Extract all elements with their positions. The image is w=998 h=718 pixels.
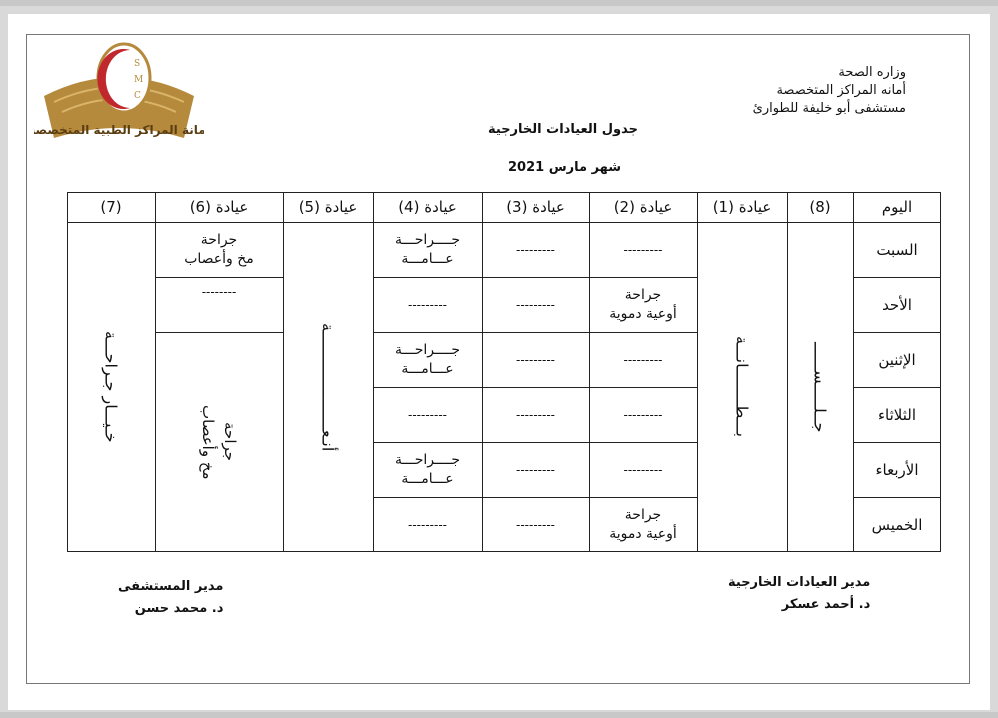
clinic-4-wednesday-line-2: عـــامـــة: [401, 470, 454, 487]
day-sunday: الأحد: [882, 295, 912, 314]
clinic-4-thursday: ---------: [408, 517, 447, 532]
ministry-line-2: أمانه المراكز المتخصصة: [776, 83, 906, 98]
clinic-2-thursday-line-1: جراحة: [624, 506, 662, 523]
clinic-6-vertical-line-1: جراحة: [221, 422, 239, 462]
clinic-4-saturday-line-2: عـــامـــة: [401, 250, 454, 267]
header-col-7: (7): [100, 198, 122, 216]
clinic-4-saturday: [373, 222, 482, 277]
hospital-director-name: د. محمد حسن: [134, 601, 224, 616]
clinic-4-monday-line-1: جــــراحـــة: [394, 341, 461, 358]
col-8-merged: [787, 222, 853, 552]
header-clinic-2: عيادة (2): [613, 198, 673, 216]
col-8-vertical-text: جــلـــــســــــ: [810, 341, 830, 433]
clinic-4-monday: [373, 332, 482, 387]
clinics-director-title: مدير العيادات الخارجية: [728, 575, 871, 590]
document-page: [8, 14, 990, 710]
col-7-merged: [67, 222, 155, 552]
header-clinic-1: عيادة (1): [712, 198, 772, 216]
clinic-4-wednesday-line-1: جــــراحـــة: [394, 451, 461, 468]
header-clinic-3: عيادة (3): [506, 198, 565, 216]
clinic-3-monday: ---------: [516, 352, 555, 367]
day-tuesday: الثلاثاء: [878, 405, 917, 424]
ministry-line-3: مستشفى أبو خليفة للطوارئ: [752, 101, 906, 116]
hospital-logo: [34, 38, 204, 158]
col-7-vertical-text: خـيـــار جـراحـــة: [101, 331, 121, 443]
clinic-2-monday: ---------: [623, 352, 663, 367]
clinic-2-wednesday: ---------: [623, 462, 663, 477]
header-clinic-6: عيادة (6): [189, 198, 249, 216]
logo-text: امانة المراكز الطبية المتخصصة: [34, 123, 204, 137]
header-day: اليوم: [881, 198, 913, 216]
clinic-2-saturday: ---------: [623, 242, 663, 257]
clinic-4-monday-line-2: عـــامـــة: [401, 360, 454, 377]
ministry-header: [753, 64, 906, 118]
day-saturday: السبت: [876, 240, 918, 259]
header-clinic-5: عيادة (5): [298, 198, 358, 216]
header-clinic-4: عيادة (4): [398, 198, 457, 216]
clinic-2-sunday-line-2: أوعية دموية: [609, 305, 677, 322]
clinic-1-merged: [697, 222, 787, 552]
clinic-1-vertical-text: بـــطــــــــانـــة: [732, 336, 752, 438]
top-bar: [0, 0, 998, 6]
logo-letter-m: M: [134, 75, 144, 85]
clinic-2-thursday-line-2: أوعية دموية: [609, 525, 677, 542]
clinic-6-merged: [155, 332, 283, 552]
day-thursday: الخميس: [871, 515, 923, 534]
clinic-4-wednesday: [373, 442, 482, 497]
day-monday: الإثنين: [878, 350, 916, 369]
clinic-6-saturday-line-1: جراحة: [200, 231, 238, 248]
schedule-table: [67, 192, 941, 552]
clinic-6-vertical-line-2: مخ وأعصاب: [199, 404, 217, 480]
clinic-3-sunday: ---------: [516, 297, 555, 312]
header-col-8: (8): [809, 198, 831, 216]
signature-clinics-director: [728, 572, 870, 616]
clinic-2-thursday: [589, 497, 697, 552]
clinic-3-thursday: ---------: [516, 517, 555, 532]
clinic-5-merged: [283, 222, 373, 552]
ministry-line-1: وزاره الصحة: [838, 65, 906, 80]
document-title: جدول العيادات الخارجية: [488, 122, 638, 137]
clinic-5-vertical-text: أنـعـــــــــــــــــــــة: [318, 322, 338, 452]
clinic-4-saturday-line-1: جــــراحـــة: [394, 231, 461, 248]
clinic-2-sunday-line-1: جراحة: [624, 286, 662, 303]
clinic-4-tuesday: ---------: [408, 407, 447, 422]
clinic-3-saturday: ---------: [516, 242, 555, 257]
logo-letter-c: C: [134, 91, 141, 101]
clinic-2-tuesday: ---------: [623, 407, 663, 422]
hospital-director-title: مدير المستشفى: [118, 579, 224, 594]
document-month: شهر مارس 2021: [508, 160, 622, 175]
bottom-bar: [0, 712, 998, 718]
clinic-6-saturday: [155, 222, 283, 277]
clinic-3-tuesday: ---------: [516, 407, 555, 422]
clinic-4-sunday: ---------: [408, 297, 447, 312]
clinic-2-sunday: [589, 277, 697, 332]
signature-hospital-director: [118, 576, 223, 620]
clinic-3-wednesday: ---------: [516, 462, 555, 477]
logo-letter-s: S: [134, 59, 141, 69]
day-wednesday: الأربعاء: [875, 460, 919, 479]
logo-graphic: [34, 38, 204, 158]
clinic-6-sunday: --------: [201, 285, 237, 299]
clinic-6-saturday-line-2: مخ وأعصاب: [184, 250, 254, 267]
clinics-director-name: د. أحمد عسكر: [781, 597, 871, 612]
